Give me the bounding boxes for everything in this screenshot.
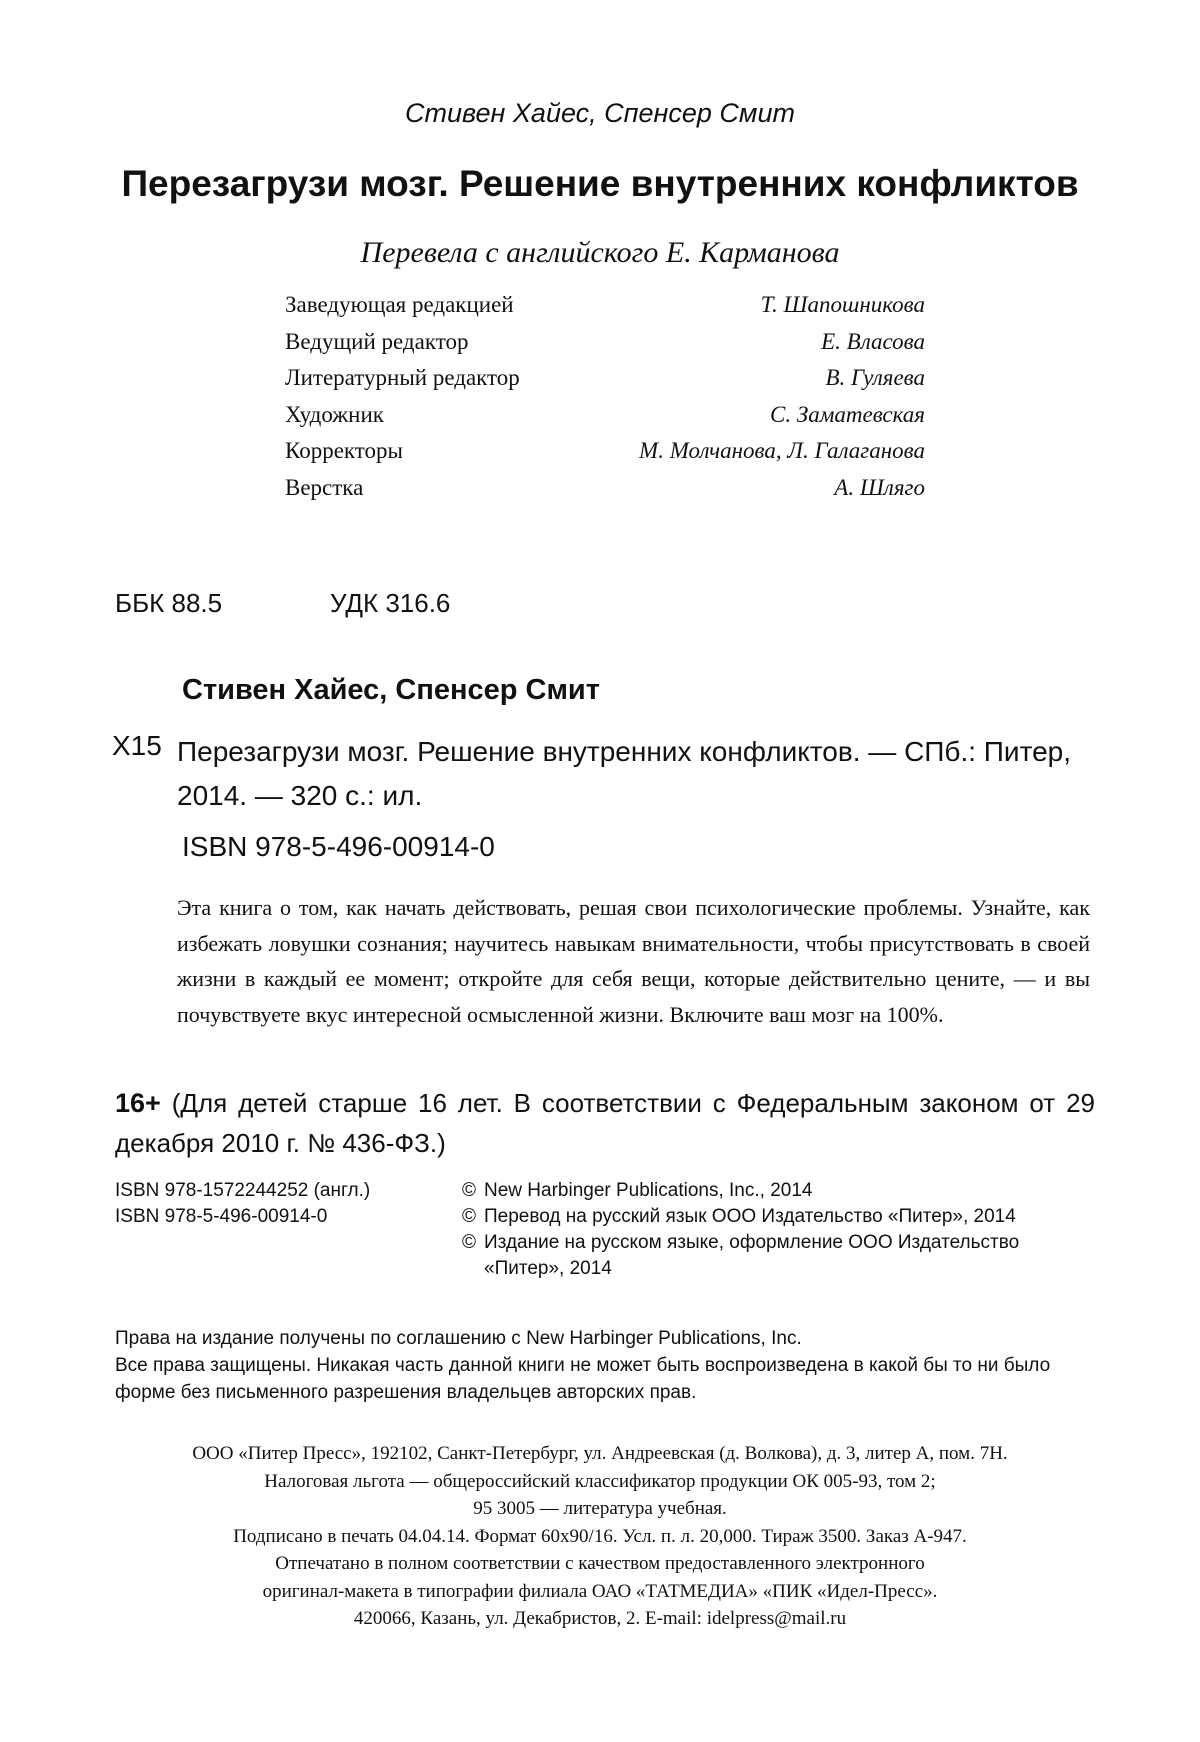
credit-name: В. Гуляева	[826, 363, 926, 400]
age-badge: 16+	[115, 1088, 161, 1118]
isbn-item: ISBN 978-5-496-00914-0	[115, 1204, 370, 1230]
imprint-line: Отпечатано в полном соответствии с качеством предоставленного электронного	[80, 1550, 1120, 1578]
isbn-list	[115, 1178, 370, 1230]
credit-row	[285, 363, 925, 400]
credit-name: Е. Власова	[821, 327, 925, 364]
annotation-paragraph: Эта книга о том, как начать действовать, решая свои психологические проблемы. Узнайте, как избежать ловушки сознания; научитесь навыкам внимательности, чтобы присутствовать в своей жизни в каждый ее момент; откройте для себя вещи, которые действительно цените, — и вы почувствуете вкус интересной осмысленной жизни. Включите ваш мозг на 100%.	[177, 890, 1090, 1032]
bbk-code: ББК 88.5	[115, 588, 222, 619]
imprint-line: ООО «Питер Пресс», 192102, Санкт-Петербург, ул. Андреевская (д. Волкова), д. 3, литер А, пом. 7Н.	[80, 1440, 1120, 1468]
credit-row	[285, 436, 925, 473]
credit-name: А. Шляго	[834, 473, 925, 510]
copyright-icon: ©	[462, 1230, 484, 1282]
age-rating	[115, 1083, 1095, 1163]
credit-name: С. Заматевская	[770, 400, 925, 437]
authors-heading: Стивен Хайес, Спенсер Смит	[0, 98, 1200, 129]
udk-code: УДК 316.6	[330, 588, 450, 619]
imprint-line: оригинал-макета в типографии филиала ОАО «ТАТМЕДИА» «ПИК «Идел-Пресс».	[80, 1578, 1120, 1606]
isbn-item: ISBN 978-1572244252 (англ.)	[115, 1178, 370, 1204]
imprint-line: Подписано в печать 04.04.14. Формат 60х90/16. Усл. п. л. 20,000. Тираж 3500. Заказ А-947.	[80, 1523, 1120, 1551]
credit-role: Корректоры	[285, 436, 403, 473]
copyright-icon: ©	[462, 1204, 484, 1230]
copyright-item	[462, 1204, 1102, 1230]
credit-row	[285, 327, 925, 364]
credit-row	[285, 290, 925, 327]
credit-role: Художник	[285, 400, 384, 437]
book-title: Перезагрузи мозг. Решение внутренних конфликтов	[0, 163, 1200, 205]
credit-name: М. Молчанова, Л. Галаганова	[639, 436, 925, 473]
translator-line: Перевела с английского Е. Карманова	[0, 236, 1200, 270]
imprint-line: Налоговая льгота — общероссийский классификатор продукции ОК 005-93, том 2;	[80, 1468, 1120, 1496]
imprint-line: 95 3005 — литература учебная.	[80, 1495, 1120, 1523]
catalog-line: Перезагрузи мозг. Решение внутренних конфликтов. — СПб.: Питер,	[177, 730, 1097, 774]
credit-row	[285, 473, 925, 510]
credit-role: Ведущий редактор	[285, 327, 468, 364]
catalog-line: 2014. — 320 с.: ил.	[177, 774, 1097, 818]
copyright-icon: ©	[462, 1178, 484, 1204]
credits-list	[285, 290, 925, 509]
copyright-text: Перевод на русский язык ООО Издательство «Питер», 2014	[484, 1204, 1016, 1230]
imprint-block	[80, 1440, 1120, 1633]
credit-role: Верстка	[285, 473, 363, 510]
credit-row	[285, 400, 925, 437]
copyright-item	[462, 1230, 1102, 1282]
catalog-description	[177, 730, 1097, 818]
catalog-authors: Стивен Хайес, Спенсер Смит	[182, 674, 600, 707]
rights-notice	[115, 1325, 1100, 1406]
age-rating-text: (Для детей старше 16 лет. В соответствии с Федеральным законом от 29 декабря 2010 г. № 436-ФЗ.)	[115, 1088, 1095, 1158]
rights-line: Все права защищены. Никакая часть данной книги не может быть воспроизведена в какой бы то ни было форме без письменного разрешения владельцев авторских прав.	[115, 1352, 1100, 1406]
imprint-line: 420066, Казань, ул. Декабристов, 2. E-mail: idelpress@mail.ru	[80, 1605, 1120, 1633]
copyright-text: New Harbinger Publications, Inc., 2014	[484, 1178, 812, 1204]
copyright-list	[462, 1178, 1102, 1282]
copyright-item	[462, 1178, 1102, 1204]
catalog-isbn: ISBN 978-5-496-00914-0	[182, 831, 495, 863]
credit-role: Литературный редактор	[285, 363, 520, 400]
credit-role: Заведующая редакцией	[285, 290, 514, 327]
credit-name: Т. Шапошникова	[761, 290, 925, 327]
copyright-text: Издание на русском языке, оформление ООО Издательство «Питер», 2014	[484, 1230, 1102, 1282]
rights-line: Права на издание получены по соглашению с New Harbinger Publications, Inc.	[115, 1325, 1100, 1352]
catalog-code: Х15	[112, 730, 162, 762]
